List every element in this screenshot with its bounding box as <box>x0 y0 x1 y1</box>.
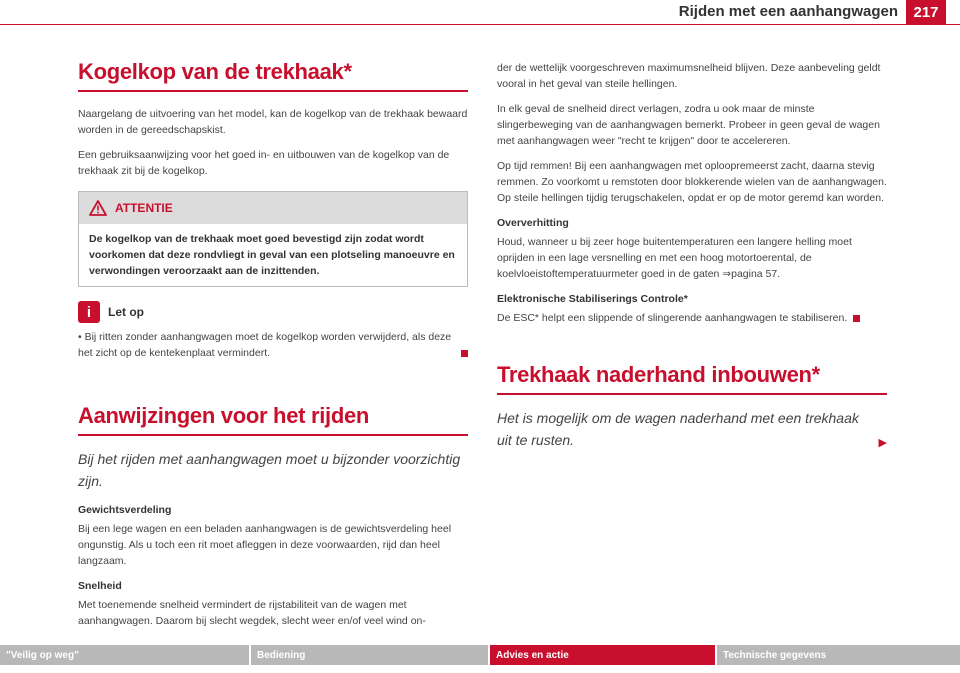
paragraph: Bij een lege wagen en een beladen aanhangwagen is de gewichtsverdeling heel ongunstig. Als u toch een rit moet afleggen in deze voorwaarden, rijd dan heel langzaam. <box>78 523 452 568</box>
footer-tab-technisch[interactable]: Technische gegevens <box>717 645 960 665</box>
attention-title: ATTENTIE <box>115 201 173 216</box>
paragraph-esc <box>497 310 887 326</box>
subheading-esc: Elektronische Stabiliserings Controle* <box>497 293 688 305</box>
paragraph: Een gebruiksaanwijzing voor het goed in- en uitbouwen van de kogelkop van de trekhaak zit bij de kogelkop. <box>78 149 450 178</box>
running-title: Rijden met een aanhangwagen <box>678 3 898 20</box>
footer-nav <box>0 645 960 673</box>
footer-tab-advies[interactable]: Advies en actie <box>490 645 715 665</box>
end-marker <box>461 350 468 357</box>
note-paragraph <box>78 329 468 361</box>
paragraph: Met toenemende snelheid vermindert de rijstabiliteit van de wagen met aanhangwagen. Daarom bij slecht wegdek, slecht weer en/of veel wind on- <box>78 599 426 628</box>
note-title: Let op <box>108 305 144 320</box>
section-intro: Bij het rijden met aanhangwagen moet u bijzonder voorzichtig zijn. <box>78 451 461 490</box>
attention-header <box>79 192 467 224</box>
paragraph: In elk geval de snelheid direct verlagen, zodra u ook maar de minste slingerbeweging van de aanhangwagen bemerkt. Probeer in geen geval de wagen met aanhangwagen weer "recht te krijgen" door te accelereren. <box>497 103 880 147</box>
continue-arrow-icon: ▶ <box>878 437 887 450</box>
note-header <box>78 301 468 323</box>
section-intro: Het is mogelijk om de wagen naderhand met een trekhaak uit te rusten. <box>497 410 859 449</box>
info-icon: i <box>78 301 100 323</box>
page-number: 217 <box>906 0 946 24</box>
section-title-trekhaak: Trekhaak naderhand inbouwen* <box>497 363 887 395</box>
paragraph: der de wettelijk voorgeschreven maximumsnelheid blijven. Deze aanbeveling geldt vooral in het geval van steile hellingen. <box>497 62 881 90</box>
section-title-aanwijzingen: Aanwijzingen voor het rijden <box>78 404 468 436</box>
left-column <box>78 60 468 638</box>
end-marker <box>853 315 860 322</box>
paragraph: Houd, wanneer u bij zeer hoge buitentemperaturen een langere helling moet oprijden in een lage versnelling en met een hoog motortoerental, de koelvloeistoftemperatuurmeter goed in de gaten ⇒pagina 57. <box>497 236 852 280</box>
paragraph: Naargelang de uitvoering van het model, kan de kogelkop van de trekhaak bewaard worden in de gereedschapskist. <box>78 108 468 137</box>
esc-text: De ESC* helpt een slippende of slingerende aanhangwagen te stabiliseren. <box>497 312 848 324</box>
subheading-snelheid: Snelheid <box>78 580 122 593</box>
right-column <box>497 60 887 461</box>
subheading-gewichtsverdeling: Gewichtsverdeling <box>78 504 172 517</box>
footer-tab-bediening[interactable]: Bediening <box>251 645 488 665</box>
note-text: • Bij ritten zonder aanhangwagen moet de kogelkop worden verwijderd, als deze het zicht op de kentekenplaat vermindert. <box>78 331 452 360</box>
header-rule <box>0 24 960 25</box>
paragraph: Op tijd remmen! Bij een aanhangwagen met oploopremeerst zacht, daarna stevig remmen. Zo voorkomt u remstoten door blokkerende wielen van de aanhangwagen. Op steile hellingen tijdig terugschakelen, opdat er op de motor geremd kan worden. <box>497 160 887 204</box>
intro-wrap <box>497 407 887 451</box>
attention-box <box>78 191 468 287</box>
subheading-oververhitting: Oververhitting <box>497 217 569 229</box>
attention-text: De kogelkop van de trekhaak moet goed bevestigd zijn zodat wordt voorkomen dat deze rondvliegt in geval van een plotseling manoeuvre en verwondingen veroorzaakt aan de inzittenden. <box>89 233 455 278</box>
section-title-kogelkop: Kogelkop van de trekhaak* <box>78 60 468 92</box>
warning-triangle-icon <box>89 200 107 216</box>
footer-tab-veilig[interactable]: "Veilig op weg" <box>0 645 249 665</box>
